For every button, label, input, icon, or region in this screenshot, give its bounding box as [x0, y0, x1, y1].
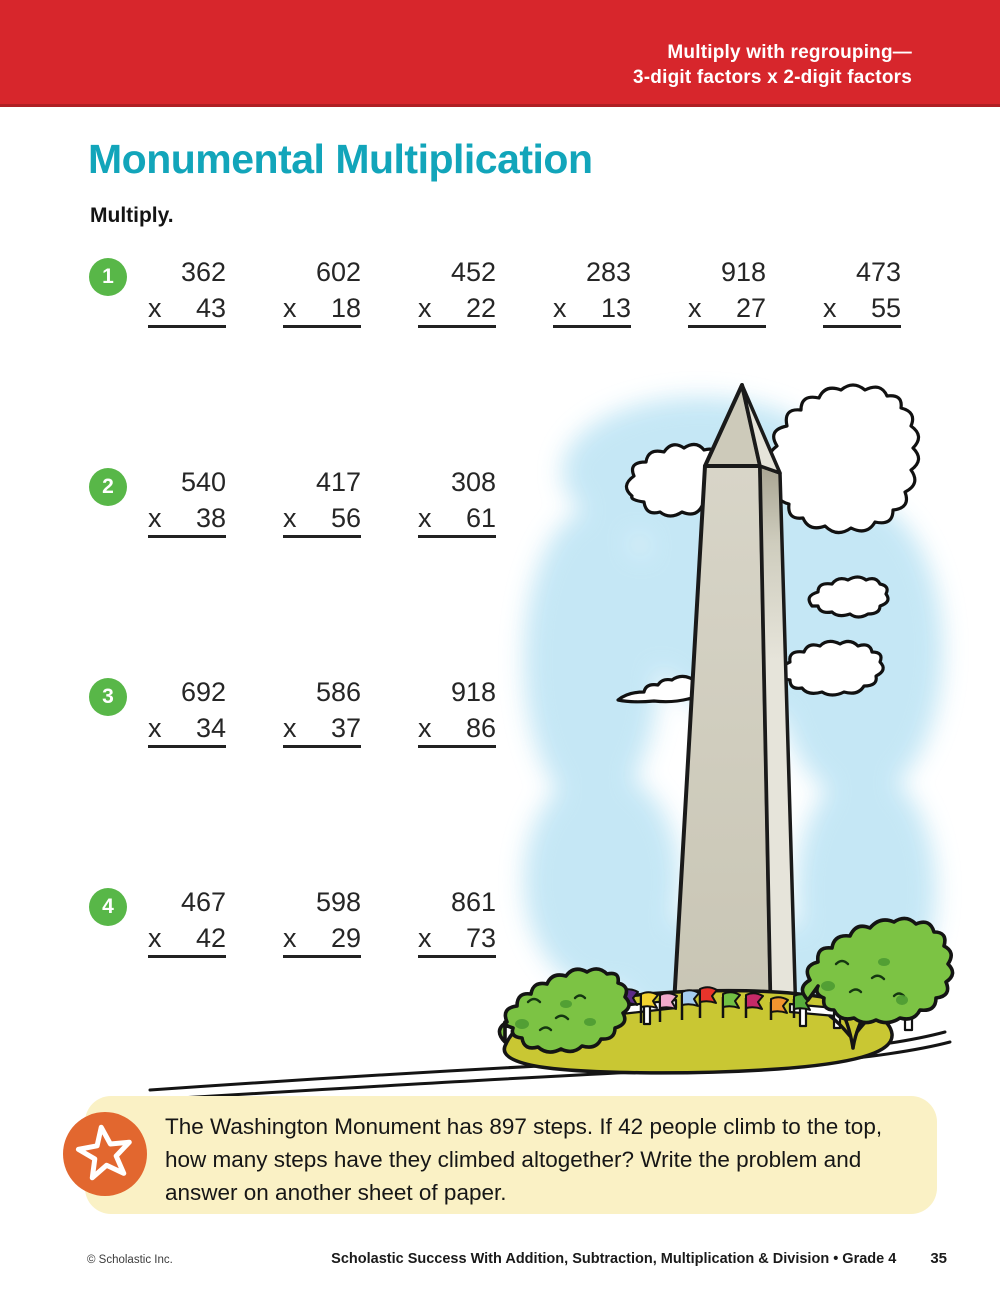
multiplicand: 417: [315, 467, 361, 497]
multiplicand: 598: [315, 887, 361, 917]
multiply-sign: x: [283, 503, 297, 533]
cloud-icon: [768, 385, 918, 533]
problem-row-1: [89, 256, 901, 328]
multiply-sign: x: [148, 503, 162, 533]
row-number-badge: 3: [89, 678, 127, 716]
multiply-sign: x: [418, 503, 432, 533]
multiplication-problem: [148, 256, 226, 328]
multiplicand: 540: [180, 467, 226, 497]
multiply-sign: x: [148, 293, 162, 323]
multiplicand: 362: [180, 257, 226, 287]
multiplicand: 467: [180, 887, 226, 917]
skill-banner-line-2: 3-digit factors x 2-digit factors: [633, 67, 912, 88]
multiplier: 29: [330, 923, 361, 953]
row-number-badge: 2: [89, 468, 127, 506]
multiply-sign: x: [553, 293, 567, 323]
multiplier: 86: [465, 713, 496, 743]
multiply-sign: x: [283, 713, 297, 743]
multiplier: 55: [870, 293, 901, 323]
multiplier: 38: [195, 503, 226, 533]
multiplication-problem: [553, 256, 631, 328]
page-number: 35: [930, 1250, 947, 1267]
star-icon: [62, 1111, 148, 1197]
multiplier: 22: [465, 293, 496, 323]
multiplication-problem: [283, 256, 361, 328]
multiplicand: 918: [720, 257, 766, 287]
skill-banner: [0, 0, 1000, 107]
multiplicand: 692: [180, 677, 226, 707]
multiplier: 27: [735, 293, 766, 323]
multiplicand: 452: [450, 257, 496, 287]
multiplicand: 586: [315, 677, 361, 707]
multiplier: 43: [195, 293, 226, 323]
page-footer: [0, 1250, 1000, 1267]
multiply-sign: x: [418, 713, 432, 743]
word-problem-text: The Washington Monument has 897 steps. If 42 people climb to the top, how many steps have they climbed altogether? Write the problem and answer on another sheet of paper.: [165, 1114, 883, 1205]
multiplier: 56: [330, 503, 361, 533]
multiplier: 37: [330, 713, 361, 743]
multiplicand: 283: [585, 257, 631, 287]
multiply-sign: x: [148, 923, 162, 953]
multiply-sign: x: [823, 293, 837, 323]
multiply-sign: x: [418, 293, 432, 323]
multiplier: 42: [195, 923, 226, 953]
multiplicand: 473: [855, 257, 901, 287]
washington-monument-illustration: [140, 368, 980, 1103]
multiplier: 13: [600, 293, 631, 323]
row-number-badge: 1: [89, 258, 127, 296]
multiply-sign: x: [418, 923, 432, 953]
multiplication-problem: [418, 256, 496, 328]
multiply-sign: x: [148, 713, 162, 743]
multiplier: 61: [465, 503, 496, 533]
multiplier: 73: [465, 923, 496, 953]
multiplier: 18: [330, 293, 361, 323]
multiplicand: 861: [450, 887, 496, 917]
multiplication-problem: [688, 256, 766, 328]
copyright-text: © Scholastic Inc.: [87, 1254, 173, 1266]
instruction-text: Multiply.: [90, 204, 174, 227]
series-title: Scholastic Success With Addition, Subtraction, Multiplication & Division • Grade 4: [331, 1251, 897, 1267]
multiply-sign: x: [283, 293, 297, 323]
row-number-badge: 4: [89, 888, 127, 926]
multiply-sign: x: [283, 923, 297, 953]
skill-banner-line-1: Multiply with regrouping—: [667, 42, 912, 63]
multiplicand: 308: [450, 467, 496, 497]
multiplicand: 918: [450, 677, 496, 707]
multiplicand: 602: [315, 257, 361, 287]
problem-group: [148, 256, 901, 328]
multiply-sign: x: [688, 293, 702, 323]
multiplier: 34: [195, 713, 226, 743]
multiplication-problem: [823, 256, 901, 328]
page-title: Monumental Multiplication: [88, 136, 593, 182]
monument-scene-svg: [140, 368, 980, 1103]
word-problem-callout: [85, 1096, 937, 1214]
